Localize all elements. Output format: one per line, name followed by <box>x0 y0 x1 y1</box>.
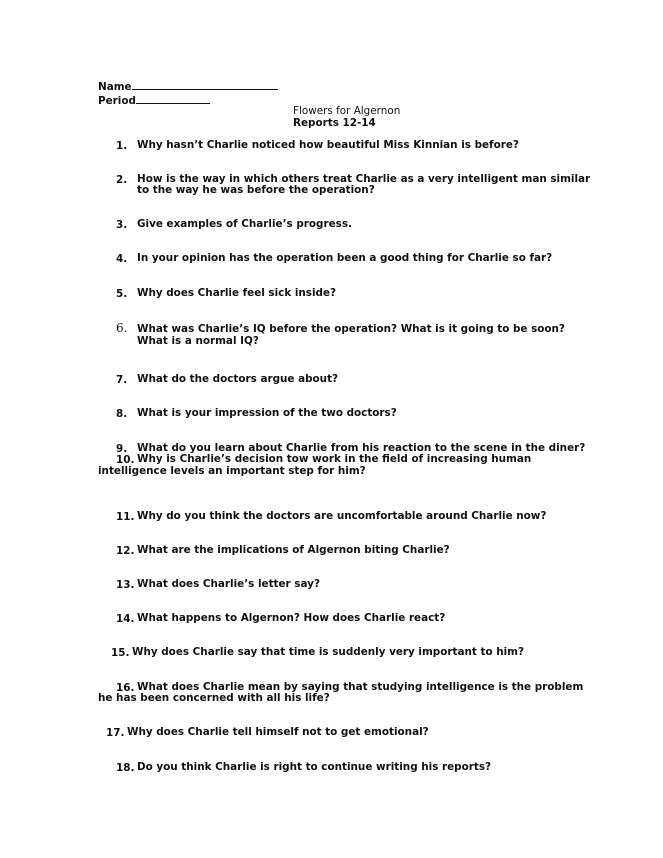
name-field[interactable] <box>98 80 278 93</box>
period-label: Period <box>98 95 136 107</box>
question-text: In your opinion has the operation been a good thing for Charlie so far? <box>137 252 553 264</box>
question-text: What do you learn about Charlie from his reaction to the scene in the diner? <box>137 442 586 454</box>
question-number: 18. <box>116 762 135 774</box>
question-number: 2. <box>116 174 128 186</box>
question-text: What does Charlie mean by saying that studying intelligence is the problem <box>137 681 584 693</box>
question-number: 17. <box>106 727 125 739</box>
question-text-continued: he has been concerned with all his life? <box>98 692 330 704</box>
question-text-continued: to the way he was before the operation? <box>137 184 375 196</box>
question-text: Why does Charlie feel sick inside? <box>137 287 337 299</box>
question-text: Give examples of Charlie’s progress. <box>137 218 352 230</box>
question-number: 15. <box>111 647 130 659</box>
question-number: 6. <box>116 321 128 335</box>
question-number: 10. <box>116 454 135 466</box>
name-label: Name <box>98 81 132 93</box>
period-field[interactable] <box>98 94 210 107</box>
question-number: 8. <box>116 408 128 420</box>
question-text: Why does Charlie say that time is suddenly very important to him? <box>132 646 525 658</box>
question-number: 9. <box>116 443 128 455</box>
question-text: What does Charlie’s letter say? <box>137 578 320 590</box>
question-text: What are the implications of Algernon biting Charlie? <box>137 544 450 556</box>
question-text-continued: What is a normal IQ? <box>137 335 259 347</box>
question-number: 12. <box>116 545 135 557</box>
question-text: Why does Charlie tell himself not to get emotional? <box>127 726 429 738</box>
question-text: Why hasn’t Charlie noticed how beautiful Miss Kinnian is before? <box>137 139 519 151</box>
name-blank-line[interactable] <box>132 80 278 90</box>
question-text: What was Charlie’s IQ before the operation? What is it going to be soon? <box>137 323 565 335</box>
question-text: Do you think Charlie is right to continue writing his reports? <box>137 761 492 773</box>
question-text: What is your impression of the two doctors? <box>137 407 397 419</box>
question-text: What happens to Algernon? How does Charlie react? <box>137 612 446 624</box>
question-text: What do the doctors argue about? <box>137 373 339 385</box>
question-text-continued: intelligence levels an important step for him? <box>98 465 366 477</box>
question-number: 13. <box>116 579 135 591</box>
period-blank-line[interactable] <box>136 94 210 104</box>
question-text: Why do you think the doctors are uncomfortable around Charlie now? <box>137 510 547 522</box>
question-number: 4. <box>116 253 128 265</box>
worksheet-subtitle: Reports 12-14 <box>293 117 376 129</box>
question-number: 16. <box>116 682 135 694</box>
question-text: How is the way in which others treat Charlie as a very intelligent man similar <box>137 173 591 185</box>
question-number: 7. <box>116 374 128 386</box>
question-number: 3. <box>116 219 128 231</box>
worksheet-title: Flowers for Algernon <box>293 105 401 117</box>
question-text: Why is Charlie’s decision tow work in the field of increasing human <box>137 453 532 465</box>
question-number: 14. <box>116 613 135 625</box>
question-number: 11. <box>116 511 135 523</box>
question-number: 1. <box>116 140 128 152</box>
question-number: 5. <box>116 288 128 300</box>
